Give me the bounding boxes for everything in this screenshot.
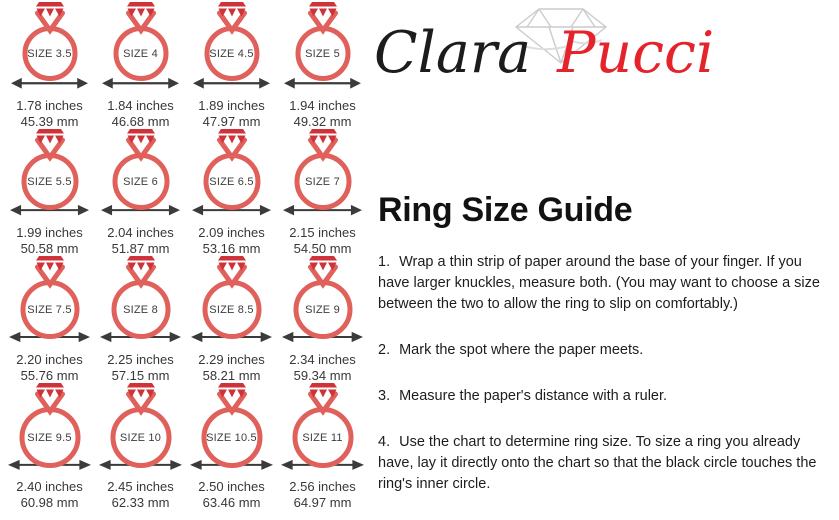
ring-illustration <box>95 2 186 80</box>
diameter-inches: 2.04 inches <box>107 225 174 241</box>
brand-word-pucci: Pucci <box>557 20 715 86</box>
measurements <box>16 225 83 256</box>
measurements <box>198 479 265 510</box>
measurements <box>107 98 174 129</box>
diameter-inches: 2.25 inches <box>107 352 174 368</box>
instruction-step <box>378 432 826 495</box>
ring-size-cell <box>277 256 368 383</box>
measurements <box>107 352 174 383</box>
diamond-icon <box>214 256 250 286</box>
ring-illustration <box>4 256 95 334</box>
ring-size-label: SIZE 3.5 <box>27 47 72 60</box>
ring-size-label: SIZE 7.5 <box>27 303 72 316</box>
ring-band <box>202 280 261 339</box>
ring-size-label: SIZE 6.5 <box>209 175 254 188</box>
step-number: 4. <box>378 434 391 450</box>
measurements <box>107 225 174 256</box>
diameter-inches: 1.84 inches <box>107 98 174 114</box>
measurements <box>198 225 265 256</box>
diameter-mm: 51.87 mm <box>111 240 170 256</box>
ring-size-cell <box>277 2 368 129</box>
diameter-mm: 60.98 mm <box>20 494 79 510</box>
diamond-icon <box>123 2 159 32</box>
diamond-icon <box>32 256 68 286</box>
diameter-inches: 1.99 inches <box>16 225 83 241</box>
step-number: 1. <box>378 254 391 270</box>
ring-size-label: SIZE 8.5 <box>209 303 254 316</box>
diamond-icon <box>32 2 68 32</box>
diameter-inches: 2.29 inches <box>198 352 265 368</box>
diameter-mm: 57.15 mm <box>111 367 170 383</box>
diamond-icon <box>32 129 68 159</box>
ring-illustration <box>277 2 368 80</box>
step-text: Mark the spot where the paper meets. <box>399 342 644 358</box>
measurements <box>16 479 83 510</box>
ring-size-cell <box>4 2 95 129</box>
diameter-inches: 1.78 inches <box>16 98 83 114</box>
measurements <box>198 352 265 383</box>
instruction-step <box>378 252 826 315</box>
ring-size-cell <box>186 256 277 383</box>
info-panel <box>372 0 834 501</box>
ring-size-cell <box>95 256 186 383</box>
diameter-inches: 2.34 inches <box>289 352 356 368</box>
ring-illustration <box>4 2 95 80</box>
ring-size-label: SIZE 10.5 <box>206 431 257 444</box>
ring-illustration <box>277 129 368 207</box>
ring-illustration <box>186 256 277 334</box>
diamond-icon <box>32 383 68 413</box>
diameter-inches: 2.50 inches <box>198 479 265 495</box>
diameter-mm: 58.21 mm <box>202 367 261 383</box>
diamond-icon <box>123 383 159 413</box>
diameter-mm: 45.39 mm <box>20 113 79 129</box>
diamond-icon <box>305 383 341 413</box>
diamond-icon <box>214 129 250 159</box>
diameter-mm: 62.33 mm <box>111 494 170 510</box>
diameter-mm: 50.58 mm <box>20 240 79 256</box>
diameter-inches: 2.40 inches <box>16 479 83 495</box>
ring-size-label: SIZE 8 <box>123 303 158 316</box>
diameter-mm: 59.34 mm <box>293 367 352 383</box>
measurements <box>198 98 265 129</box>
ring-size-cell <box>277 129 368 256</box>
ring-size-label: SIZE 7 <box>305 175 340 188</box>
measurements <box>16 352 83 383</box>
ring-illustration <box>186 2 277 80</box>
ring-size-cell <box>186 129 277 256</box>
diameter-inches: 2.45 inches <box>107 479 174 495</box>
diameter-inches: 2.09 inches <box>198 225 265 241</box>
diameter-mm: 46.68 mm <box>111 113 170 129</box>
ring-band <box>293 280 352 339</box>
diameter-inches: 2.20 inches <box>16 352 83 368</box>
ring-size-label: SIZE 4 <box>123 47 158 60</box>
ring-size-cell <box>95 2 186 129</box>
step-text: Use the chart to determine ring size. To size a ring you already have, lay it directly onto the chart so that the black circle touches the ring's inner circle. <box>378 434 817 492</box>
ring-size-label: SIZE 11 <box>302 431 343 444</box>
diamond-icon <box>214 2 250 32</box>
ring-illustration <box>4 129 95 207</box>
brand-name <box>374 20 714 86</box>
ring-size-cell <box>95 383 186 510</box>
measurements <box>289 479 356 510</box>
diamond-icon <box>305 256 341 286</box>
ring-size-cell <box>95 129 186 256</box>
ring-size-label: SIZE 9 <box>305 303 340 316</box>
ring-illustration <box>277 383 368 462</box>
diameter-inches: 2.15 inches <box>289 225 356 241</box>
ring-size-cell <box>186 383 277 510</box>
ring-size-label: SIZE 6 <box>123 175 158 188</box>
ring-size-cell <box>277 383 368 510</box>
measurements <box>289 225 356 256</box>
ring-illustration <box>4 383 95 462</box>
instruction-step <box>378 386 826 407</box>
ring-illustration <box>186 129 277 207</box>
ring-band <box>111 280 170 339</box>
brand-logo <box>372 6 812 114</box>
diameter-mm: 64.97 mm <box>293 494 352 510</box>
measurements <box>289 98 356 129</box>
instruction-step <box>378 340 826 361</box>
ring-size-label: SIZE 9.5 <box>27 431 72 444</box>
instructions-list <box>378 252 826 520</box>
ring-size-chart <box>4 2 368 510</box>
diameter-mm: 63.46 mm <box>202 494 261 510</box>
ring-size-label: SIZE 10 <box>119 431 162 444</box>
ring-illustration <box>95 256 186 334</box>
ring-size-cell <box>4 256 95 383</box>
ring-band <box>201 407 262 468</box>
ring-illustration <box>186 383 277 462</box>
ring-size-cell <box>4 129 95 256</box>
measurements <box>16 98 83 129</box>
ring-size-cell <box>186 2 277 129</box>
diamond-icon <box>305 2 341 32</box>
ring-illustration <box>277 256 368 334</box>
diameter-mm: 54.50 mm <box>293 240 352 256</box>
diameter-mm: 55.76 mm <box>20 367 79 383</box>
diamond-icon <box>214 383 250 413</box>
diameter-mm: 49.32 mm <box>293 113 352 129</box>
step-text: Measure the paper's distance with a ruler. <box>399 388 668 404</box>
ring-size-label: SIZE 5.5 <box>27 175 72 188</box>
ring-illustration <box>95 383 186 462</box>
diamond-icon <box>123 256 159 286</box>
brand-word-clara: Clara <box>374 20 532 86</box>
ring-band <box>110 407 171 468</box>
diameter-inches: 1.94 inches <box>289 98 356 114</box>
measurements <box>107 479 174 510</box>
diameter-mm: 53.16 mm <box>202 240 261 256</box>
diameter-inches: 1.89 inches <box>198 98 265 114</box>
ring-size-label: SIZE 4.5 <box>209 47 254 60</box>
diamond-icon <box>123 129 159 159</box>
step-number: 2. <box>378 342 391 358</box>
diameter-mm: 47.97 mm <box>202 113 261 129</box>
ring-size-label: SIZE 5 <box>305 47 340 60</box>
page-title: Ring Size Guide <box>378 191 633 229</box>
ring-illustration <box>95 129 186 207</box>
step-number: 3. <box>378 388 391 404</box>
step-text: Wrap a thin strip of paper around the base of your finger. If you have larger knuckles, measure both. (You may want to choose a size between the two to allow the ring to slip on comfortably.) <box>378 254 820 312</box>
measurements <box>289 352 356 383</box>
ring-size-cell <box>4 383 95 510</box>
diamond-icon <box>305 129 341 159</box>
ring-band <box>19 407 80 468</box>
ring-band <box>292 407 353 468</box>
ring-band <box>20 280 79 339</box>
diameter-inches: 2.56 inches <box>289 479 356 495</box>
